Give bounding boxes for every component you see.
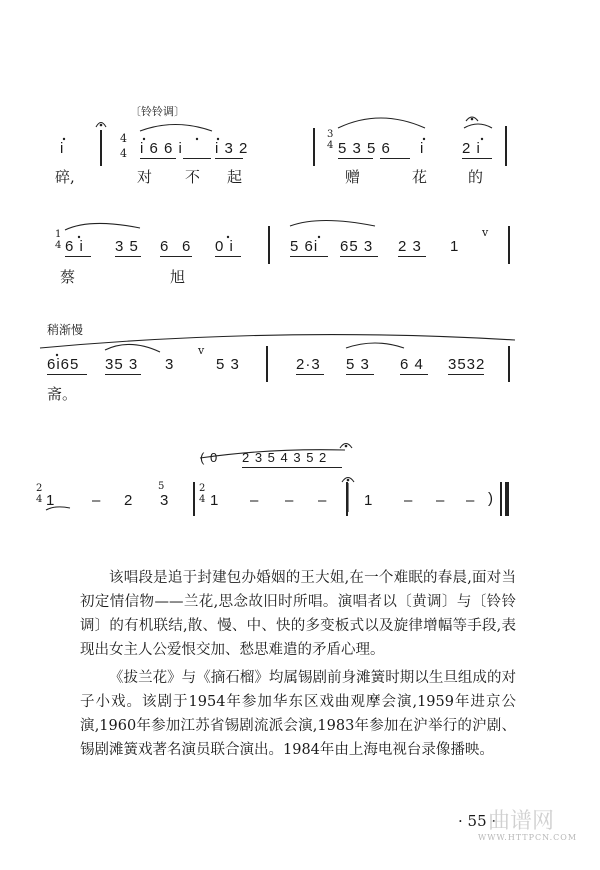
notes: 6 i — [65, 238, 84, 255]
watermark-logo: 曲谱网 — [488, 809, 555, 834]
notes: 0 i — [215, 238, 234, 255]
notes: – — [285, 492, 295, 509]
fermata-dot — [345, 445, 348, 448]
slur — [338, 118, 425, 128]
slur — [65, 223, 140, 230]
time-signature-denominator: 4 — [327, 140, 334, 151]
high-octave-dot — [196, 138, 198, 140]
fermata-dot — [471, 118, 474, 121]
lyric: 对 — [137, 168, 153, 186]
notes: 1 — [364, 492, 374, 509]
notes: 65 3 — [340, 238, 374, 255]
high-octave-dot — [63, 138, 65, 140]
fermata-dot — [100, 124, 103, 127]
notes: 1 — [210, 492, 220, 509]
slur — [290, 221, 375, 227]
time-signature-numerator: 2 — [199, 483, 206, 494]
slur — [40, 335, 515, 348]
pickup-note: i — [60, 140, 65, 157]
notes-upper: 2 3 5 4 3 5 2 — [242, 450, 328, 465]
tune-label: 〔铃铃调〕 — [130, 105, 185, 118]
notes-m1b: i 3 2 — [215, 140, 249, 157]
lyric: 的 — [468, 168, 484, 186]
high-octave-dot — [423, 138, 425, 140]
notes: 2 — [124, 492, 134, 509]
notes: 5 6i — [290, 238, 319, 255]
notes-m1a: i 6 6 i — [140, 140, 183, 157]
time-signature-numerator: 1 — [55, 229, 62, 240]
slur — [46, 507, 70, 510]
lyric: 起 — [227, 168, 243, 186]
description-text — [80, 566, 516, 766]
high-octave-dot — [481, 138, 483, 140]
notes: 5 3 — [346, 356, 370, 373]
notes: 3 — [160, 492, 170, 509]
notes: 6 4 — [400, 356, 424, 373]
notes-m2b: i — [420, 140, 425, 157]
notes: 1 — [46, 492, 56, 509]
breath-mark: v — [482, 226, 489, 239]
lyric: 碎, — [55, 168, 75, 186]
breath-mark: v — [198, 344, 205, 357]
notes-m2a: 5 3 5 6 — [338, 140, 391, 157]
notes: 3532 — [448, 356, 486, 373]
time-signature-denominator: 4 — [55, 240, 62, 251]
notes: – — [318, 492, 328, 509]
lyric: 旭 — [170, 268, 186, 286]
slur — [200, 450, 345, 458]
slur — [140, 125, 212, 132]
notes: – — [466, 492, 476, 509]
watermark-url: WWW.HTTPCN.COM — [478, 833, 578, 842]
grace-note: 5 — [158, 481, 165, 492]
time-signature-numerator: 3 — [327, 129, 334, 140]
lyric: 不 — [185, 168, 201, 186]
high-octave-dot — [56, 354, 58, 356]
tempo-marking: 稍渐慢 — [47, 323, 84, 337]
notes: 1 — [450, 238, 460, 255]
notes: 3 — [165, 356, 175, 373]
slur — [105, 344, 160, 352]
notes: 3 5 — [115, 238, 139, 255]
paragraph-1: 该唱段是追于封建包办婚姻的王大姐,在一个难眠的春晨,面对当初定情信物——兰花,思念故旧时所唱。演唱者以〔黄调〕与〔铃铃调〕的有机联结,散、慢、中、快的多变板式以及旋律增幅等手段,表现出女主人公爱恨交加、愁思难遣的矛盾心理。 — [80, 570, 516, 658]
time-signature-numerator: 2 — [36, 483, 43, 494]
paragraph-2: 《拔兰花》与《摘石榴》均属锡剧前身滩簧时期以生旦组成的对子小戏。该剧于1954年参加华东区戏曲观摩会演,1959年进京公演,1960年参加江苏省锡剧流派会演,1983年参加在沪举行的沪剧、锡剧滩簧戏著名演员联合演出。1984年由上海电视台录像播映。 — [80, 670, 516, 758]
high-octave-dot — [78, 236, 80, 238]
notes: – — [436, 492, 446, 509]
notes: 6 — [160, 238, 170, 255]
notes-m2c: 2 i — [462, 140, 481, 157]
slur — [346, 343, 404, 348]
time-signature-numerator: 4 — [120, 132, 127, 145]
fermata-dot — [347, 479, 350, 482]
notes-upper: ( 0 — [200, 450, 219, 465]
high-octave-dot — [217, 138, 219, 140]
notes: 2·3 — [296, 356, 321, 373]
high-octave-dot — [227, 236, 229, 238]
lyric: 赠 — [345, 168, 361, 186]
notes: 2 3 — [398, 238, 422, 255]
notes: – — [404, 492, 414, 509]
notes: – — [92, 492, 102, 509]
notes: 6i65 — [47, 356, 80, 373]
time-signature-denominator: 4 — [199, 494, 206, 505]
time-signature-denominator: 4 — [36, 494, 43, 505]
high-octave-dot — [318, 236, 320, 238]
lyric: 斋。 — [47, 385, 78, 403]
lyric: 花 — [412, 168, 428, 186]
time-signature-denominator: 4 — [120, 147, 127, 160]
notes: 35 3 — [105, 356, 139, 373]
notes: – — [250, 492, 260, 509]
slur — [464, 124, 492, 128]
notes: 6 — [182, 238, 192, 255]
high-octave-dot — [143, 138, 145, 140]
notes: 5 3 — [216, 356, 240, 373]
lyric: 蔡 — [60, 268, 76, 286]
closing-parenthesis: ) — [488, 490, 494, 507]
page-number: · 55 · — [458, 812, 497, 830]
